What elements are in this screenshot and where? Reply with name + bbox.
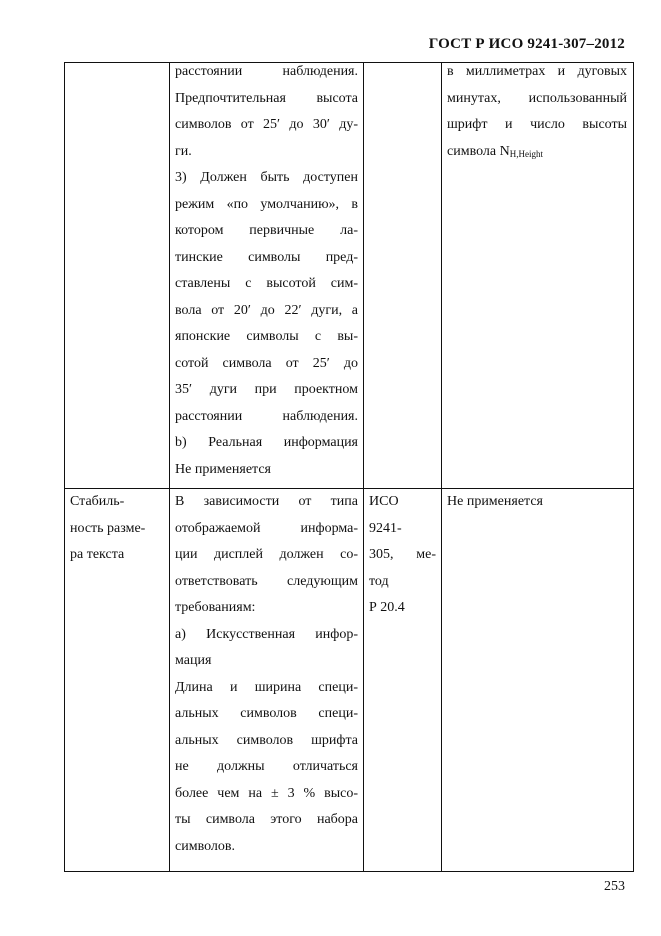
column-divider-2 bbox=[363, 62, 364, 872]
text-line: а) Искусственная инфор- bbox=[175, 626, 358, 642]
text-line: сотой символа от 25′ до bbox=[175, 355, 358, 371]
text-line: ра текста bbox=[70, 547, 125, 562]
row1-col4-cell bbox=[447, 59, 627, 165]
page-number: 253 bbox=[604, 879, 625, 894]
text-line: более чем на ± 3 % высо- bbox=[175, 785, 358, 801]
column-divider-3 bbox=[441, 62, 442, 872]
text-line: отображаемой информа- bbox=[175, 520, 358, 536]
text-line: Длина и ширина специ- bbox=[175, 679, 358, 695]
text-line: 35′ дуги при проектном bbox=[175, 382, 358, 397]
text-line: альных символов специ- bbox=[175, 706, 358, 721]
symbol-height-subscript: H,Height bbox=[509, 148, 543, 159]
text-line: в миллиметрах и дуговых bbox=[447, 64, 627, 79]
text-line: ты символа этого набора bbox=[175, 812, 358, 827]
text-line: символов. bbox=[175, 838, 235, 854]
table-border-left bbox=[64, 62, 65, 872]
row2-col1-cell bbox=[70, 489, 165, 569]
row2-col3-cell bbox=[369, 489, 436, 622]
row2-col2-cell bbox=[175, 489, 358, 860]
text-line: тод bbox=[369, 573, 389, 589]
text-line: ставлены с высотой сим- bbox=[175, 276, 358, 291]
text-line: 3) Должен быть доступен bbox=[175, 170, 358, 185]
text-line: ИСО bbox=[369, 494, 399, 509]
symbol-height-label: символа N bbox=[447, 143, 510, 159]
text-line: символов от 25′ до 30′ ду- bbox=[175, 117, 358, 132]
text-line: ность разме- bbox=[70, 520, 146, 536]
text-line: ции дисплей должен со- bbox=[175, 547, 358, 562]
text-line: 305, ме- bbox=[369, 547, 436, 562]
text-line: В зависимости от типа bbox=[175, 494, 358, 509]
text-line: котором первичные ла- bbox=[175, 223, 358, 238]
text-line: b) Реальная информация bbox=[175, 435, 358, 450]
text-line: альных символов шрифта bbox=[175, 732, 358, 748]
table-border-bottom bbox=[64, 871, 634, 872]
text-line: расстоянии наблюдения. bbox=[175, 64, 358, 79]
text-line: требованиям: bbox=[175, 600, 256, 615]
table-border-right bbox=[633, 62, 634, 872]
text-line: ответствовать следующим bbox=[175, 573, 358, 589]
text-line: не должны отличаться bbox=[175, 759, 358, 774]
text-line: Стабиль- bbox=[70, 494, 125, 509]
text-line bbox=[447, 139, 627, 166]
text-line: минутах, использованный bbox=[447, 90, 627, 106]
text-line: вола от 20′ до 22′ дуги, а bbox=[175, 302, 358, 318]
text-line: Р 20.4 bbox=[369, 600, 405, 615]
row1-col2-cell bbox=[175, 59, 358, 483]
row2-col4-cell bbox=[447, 489, 627, 516]
text-line: ги. bbox=[175, 143, 192, 159]
requirements-table bbox=[64, 62, 634, 872]
text-line: Не применяется bbox=[447, 494, 543, 509]
text-line: расстоянии наблюдения. bbox=[175, 408, 358, 424]
text-line: тинские символы пред- bbox=[175, 249, 358, 265]
text-line: 9241- bbox=[369, 520, 402, 536]
text-line: Не применяется bbox=[175, 461, 271, 477]
page-header: ГОСТ Р ИСО 9241-307–2012 bbox=[428, 36, 625, 52]
column-divider-1 bbox=[169, 62, 170, 872]
text-line: японские символы с вы- bbox=[175, 329, 358, 344]
text-line: Предпочтительная высота bbox=[175, 90, 358, 106]
text-line: мация bbox=[175, 653, 212, 668]
text-line: режим «по умолчанию», в bbox=[175, 196, 358, 212]
text-line: шрифт и число высоты bbox=[447, 117, 627, 132]
